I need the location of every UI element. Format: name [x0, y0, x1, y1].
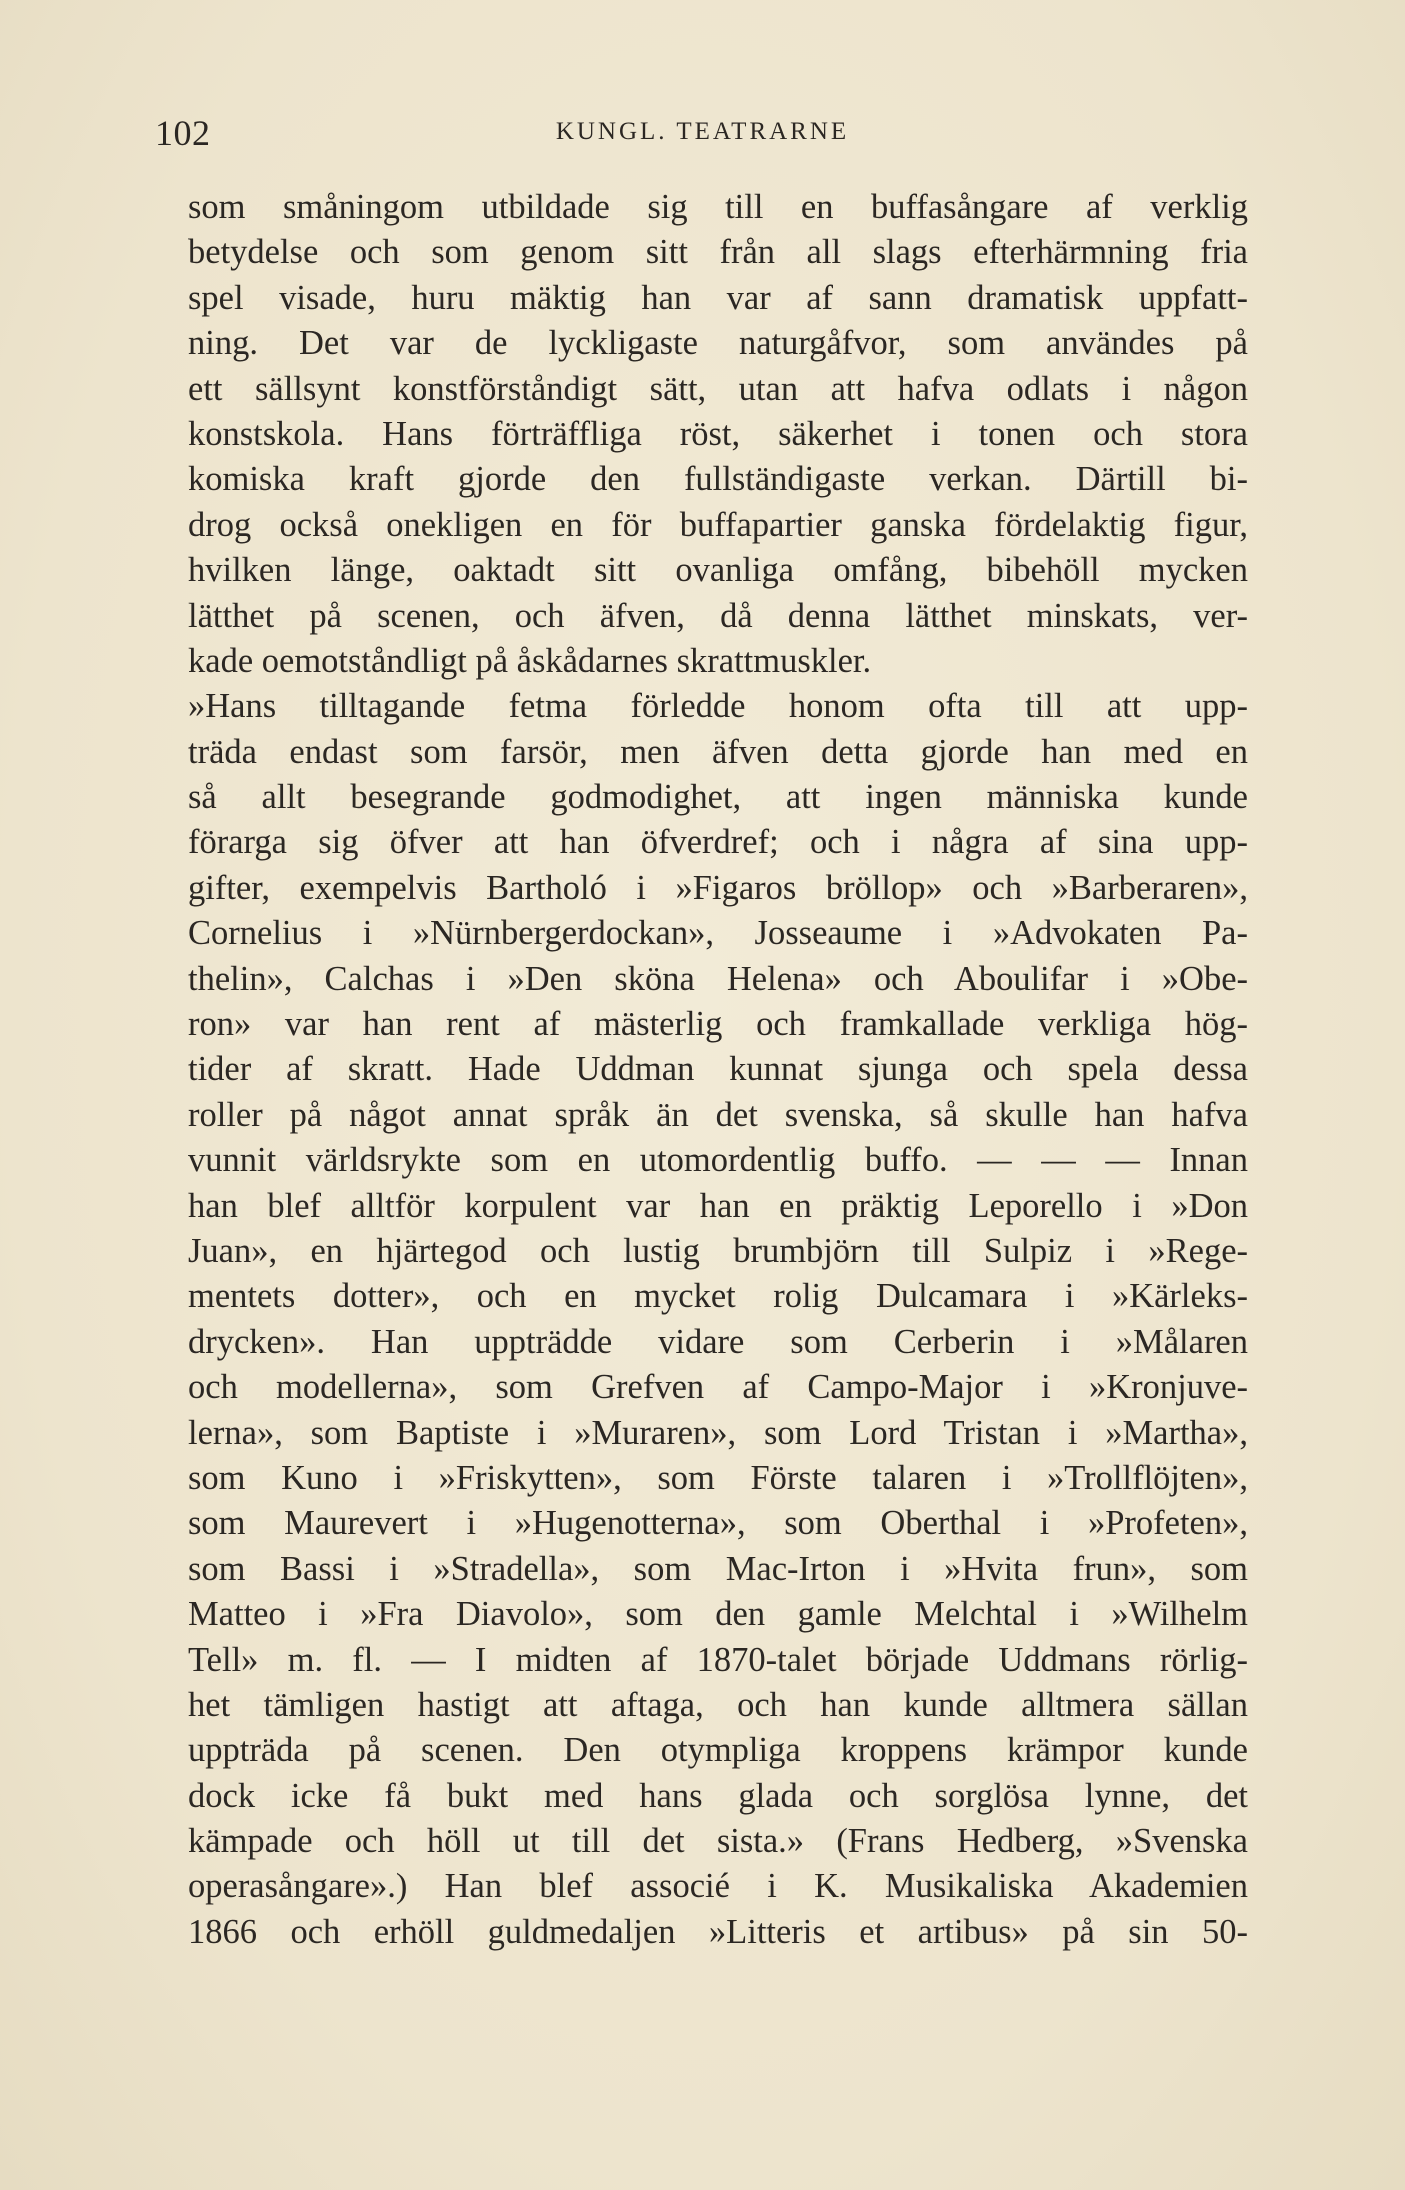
- text-line: som Maurevert i »Hugenotterna», som Oberthal i »Profeten»,: [188, 1504, 1248, 1543]
- page-number: 102: [155, 113, 211, 153]
- text-line: Juan», en hjärtegod och lustig brumbjörn till Sulpiz i »Rege-: [188, 1231, 1248, 1270]
- text-line: thelin», Calchas i »Den sköna Helena» och Aboulifar i »Obe-: [188, 959, 1248, 998]
- text-line: förarga sig öfver att han öfverdref; och i några af sina upp-: [188, 823, 1248, 862]
- page-header: [155, 112, 1250, 160]
- text-line: ron» var han rent af mästerlig och framkallade verkliga hög-: [188, 1005, 1248, 1044]
- text-line: vunnit världsrykte som en utomordentlig buffo. — — — Innan: [188, 1141, 1248, 1180]
- running-head: KUNGL. TEATRARNE: [555, 118, 850, 145]
- text-line: kämpade och höll ut till det sista.» (Frans Hedberg, »Svenska: [188, 1822, 1248, 1861]
- text-line: spel visade, huru mäktig han var af sann dramatisk uppfatt-: [188, 278, 1248, 317]
- text-line: operasångare».) Han blef associé i K. Musikaliska Akademien: [188, 1867, 1248, 1906]
- text-line: träda endast som farsör, men äfven detta gjorde han med en: [188, 732, 1248, 771]
- text-line: lätthet på scenen, och äfven, då denna lätthet minskats, ver-: [188, 596, 1248, 635]
- text-line: Matteo i »Fra Diavolo», som den gamle Melchtal i »Wilhelm: [188, 1595, 1248, 1634]
- text-line: drog också onekligen en för buffapartier ganska fördelaktig figur,: [188, 505, 1248, 544]
- text-line: som småningom utbildade sig till en buffasångare af verklig: [188, 188, 1248, 226]
- text-line: mentets dotter», och en mycket rolig Dulcamara i »Kärleks-: [188, 1277, 1248, 1316]
- text-line: som Kuno i »Friskytten», som Förste talaren i »Trollflöjten»,: [188, 1458, 1248, 1497]
- text-line: hvilken länge, oaktadt sitt ovanliga omfång, bibehöll mycken: [188, 551, 1248, 590]
- text-line: som Bassi i »Stradella», som Mac-Irton i »Hvita frun», som: [188, 1549, 1248, 1588]
- text-line: lerna», som Baptiste i »Muraren», som Lord Tristan i »Martha»,: [188, 1413, 1248, 1452]
- text-line: konstskola. Hans förträffliga röst, säkerhet i tonen och stora: [188, 414, 1248, 453]
- text-line: dock icke få bukt med hans glada och sorglösa lynne, det: [188, 1776, 1248, 1815]
- text-line: drycken». Han uppträdde vidare som Cerberin i »Målaren: [188, 1322, 1248, 1361]
- text-line: 1866 och erhöll guldmedaljen »Litteris et artibus» på sin 50-: [188, 1912, 1248, 1951]
- text-line: ning. Det var de lyckligaste naturgåfvor, som användes på: [188, 324, 1248, 363]
- text-line: uppträda på scenen. Den otympliga kroppens krämpor kunde: [188, 1731, 1248, 1770]
- text-line: ett sällsynt konstförståndigt sätt, utan att hafva odlats i någon: [188, 369, 1248, 408]
- text-line: kade oemotståndligt på åskådarnes skrattmuskler.: [188, 641, 872, 680]
- body-text: [188, 185, 1248, 1955]
- text-line: komiska kraft gjorde den fullständigaste verkan. Därtill bi-: [188, 460, 1248, 499]
- text-line: gifter, exempelvis Bartholó i »Figaros bröllop» och »Barberaren»,: [188, 868, 1248, 907]
- text-line: het tämligen hastigt att aftaga, och han kunde alltmera sällan: [188, 1685, 1248, 1724]
- text-line: han blef alltför korpulent var han en präktig Leporello i »Don: [188, 1186, 1248, 1225]
- text-line: Tell» m. fl. — I midten af 1870-talet började Uddmans rörlig-: [188, 1640, 1248, 1679]
- text-line: betydelse och som genom sitt från all slags efterhärmning fria: [188, 233, 1248, 272]
- text-line: och modellerna», som Grefven af Campo-Major i »Kronjuve-: [188, 1368, 1248, 1407]
- text-line: Cornelius i »Nürnbergerdockan», Josseaume i »Advokaten Pa-: [188, 914, 1248, 953]
- text-line: tider af skratt. Hade Uddman kunnat sjunga och spela dessa: [188, 1050, 1248, 1089]
- text-line: roller på något annat språk än det svenska, så skulle han hafva: [188, 1095, 1248, 1134]
- text-line: »Hans tilltagande fetma förledde honom ofta till att upp-: [188, 687, 1248, 726]
- text-line: så allt besegrande godmodighet, att ingen människa kunde: [188, 778, 1248, 817]
